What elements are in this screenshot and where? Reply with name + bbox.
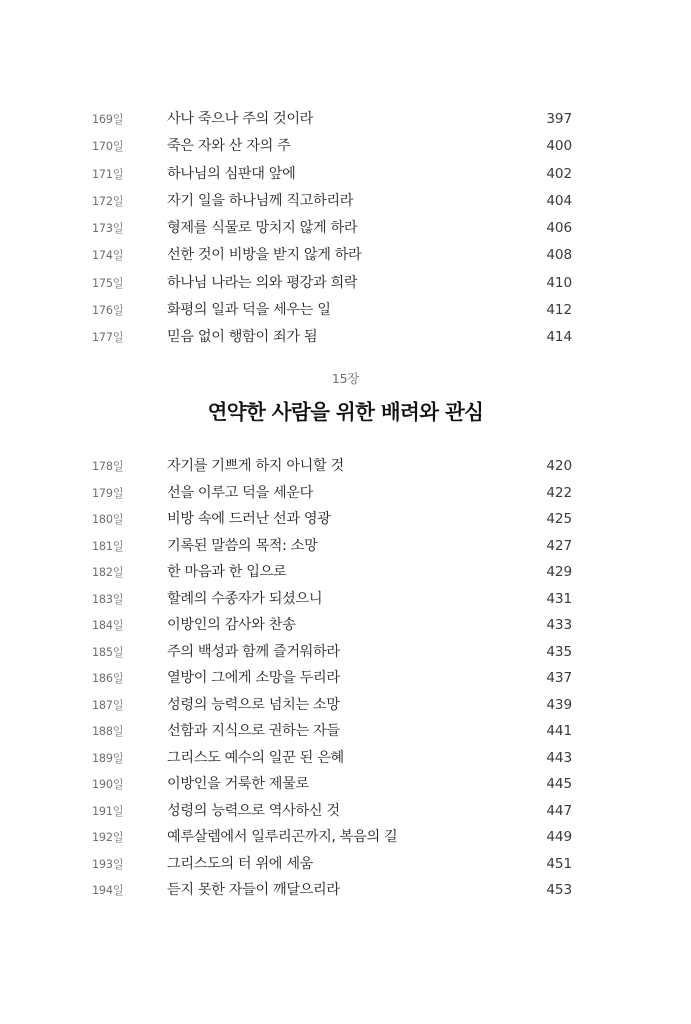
- toc-row[interactable]: [0, 800, 691, 827]
- toc-page-number: 402: [546, 165, 572, 182]
- toc-page-number: 431: [546, 590, 572, 607]
- toc-day-label: 173일: [92, 222, 124, 236]
- toc-page-number: 410: [546, 274, 572, 291]
- toc-entry-title[interactable]: 죽은 자와 산 자의 주: [167, 138, 291, 155]
- toc-day-label: 186일: [92, 672, 124, 685]
- toc-day-label: 190일: [92, 778, 124, 791]
- toc-entry-title[interactable]: 예루살렘에서 일루리곤까지, 복음의 길: [167, 829, 398, 845]
- toc-day-label: 187일: [92, 698, 124, 712]
- toc-row[interactable]: [0, 244, 691, 271]
- toc-entry-title[interactable]: 한 마음과 한 입으로: [167, 564, 287, 580]
- toc-row[interactable]: [0, 455, 691, 482]
- toc-day-label: 189일: [92, 751, 124, 765]
- toc-day-label: 171일: [92, 167, 124, 181]
- toc-day-label: 184일: [92, 619, 124, 632]
- toc-day-label: 174일: [92, 249, 124, 263]
- toc-entry-title[interactable]: 할례의 수종자가 되셨으니: [167, 590, 323, 607]
- toc-entry-title[interactable]: 형제를 식물로 망치지 않게 하라: [167, 220, 358, 237]
- toc-page-number: 404: [546, 192, 572, 209]
- toc-day-label: 179일: [92, 486, 124, 500]
- toc-page-number: 433: [546, 617, 572, 633]
- toc-day-label: 185일: [92, 645, 124, 659]
- toc-entry-title[interactable]: 믿음 없이 행함이 죄가 됨: [167, 329, 318, 346]
- toc-entry-title[interactable]: 성령의 능력으로 역사하신 것: [167, 802, 340, 819]
- toc-row[interactable]: [0, 641, 691, 668]
- toc-entry-title[interactable]: 주의 백성과 함께 즐거워하라: [167, 643, 340, 660]
- toc-entry-title[interactable]: 자기를 기쁘게 하지 아니할 것: [167, 458, 344, 474]
- toc-page-number: 439: [546, 696, 572, 713]
- toc-page-number: 397: [546, 111, 572, 127]
- toc-day-label: 193일: [92, 857, 124, 871]
- toc-entry-title[interactable]: 이방인의 감사와 찬송: [167, 617, 296, 633]
- toc-row[interactable]: [0, 135, 691, 162]
- toc-page-number: 443: [546, 749, 572, 766]
- toc-page-number: 453: [546, 882, 572, 898]
- toc-row[interactable]: [0, 482, 691, 509]
- chapter-heading: [0, 372, 691, 424]
- toc-entry-title[interactable]: 하나님 나라는 의와 평강과 희락: [167, 274, 358, 291]
- toc-entry-title[interactable]: 선함과 지식으로 권하는 자들: [167, 723, 340, 739]
- toc-entry-list-lower: [0, 455, 691, 906]
- toc-page-number: 447: [546, 802, 572, 819]
- toc-page-number: 427: [546, 537, 572, 554]
- toc-page-number: 445: [546, 776, 572, 792]
- toc-day-label: 182일: [92, 566, 124, 579]
- toc-entry-title[interactable]: 그리스도 예수의 일꾼 된 은혜: [167, 749, 344, 766]
- toc-page-number: 406: [546, 220, 572, 237]
- toc-day-label: 194일: [92, 884, 124, 897]
- toc-row[interactable]: [0, 853, 691, 880]
- toc-row[interactable]: [0, 326, 691, 353]
- toc-entry-title[interactable]: 듣지 못한 자들이 깨달으리라: [167, 882, 340, 898]
- toc-entry-title[interactable]: 열방이 그에게 소망을 두리라: [167, 670, 340, 686]
- toc-page-number: 451: [546, 855, 572, 872]
- toc-page-number: 408: [546, 247, 572, 264]
- toc-day-label: 177일: [92, 331, 124, 345]
- toc-row[interactable]: [0, 588, 691, 615]
- toc-row[interactable]: [0, 190, 691, 217]
- toc-page-number: 437: [546, 670, 572, 686]
- toc-page-number: 414: [546, 329, 572, 346]
- toc-row[interactable]: [0, 826, 691, 853]
- toc-entry-title[interactable]: 선을 이루고 덕을 세운다: [167, 484, 314, 501]
- toc-day-label: 181일: [92, 539, 124, 553]
- toc-row[interactable]: [0, 217, 691, 244]
- toc-entry-title[interactable]: 자기 일을 하나님께 직고하리라: [167, 192, 354, 209]
- toc-row[interactable]: [0, 694, 691, 721]
- toc-page-number: 429: [546, 564, 572, 580]
- toc-row[interactable]: [0, 667, 691, 694]
- toc-page-number: 435: [546, 643, 572, 660]
- toc-entry-title[interactable]: 하나님의 심판대 앞에: [167, 165, 296, 182]
- toc-entry-title[interactable]: 비방 속에 드러난 선과 영광: [167, 511, 331, 527]
- toc-page-number: 441: [546, 723, 572, 739]
- toc-page-number: 449: [546, 829, 572, 845]
- toc-row[interactable]: [0, 163, 691, 190]
- toc-day-label: 188일: [92, 725, 124, 738]
- toc-page-number: 412: [546, 302, 572, 319]
- toc-entry-title[interactable]: 그리스도의 터 위에 세움: [167, 855, 314, 872]
- toc-row[interactable]: [0, 561, 691, 588]
- toc-row[interactable]: [0, 747, 691, 774]
- toc-day-label: 180일: [92, 513, 124, 526]
- toc-day-label: 172일: [92, 194, 124, 208]
- toc-page-number: 420: [546, 458, 572, 474]
- toc-entry-title[interactable]: 이방인을 거룩한 제물로: [167, 776, 309, 792]
- toc-day-label: 175일: [92, 276, 124, 290]
- toc-day-label: 192일: [92, 831, 124, 844]
- toc-entry-title[interactable]: 선한 것이 비방을 받지 않게 하라: [167, 247, 362, 264]
- toc-row[interactable]: [0, 879, 691, 906]
- toc-day-label: 191일: [92, 804, 124, 818]
- toc-row[interactable]: [0, 299, 691, 326]
- toc-entry-title[interactable]: 기록된 말씀의 목적: 소망: [167, 537, 318, 554]
- toc-day-label: 169일: [92, 113, 124, 126]
- toc-entry-title[interactable]: 사나 죽으나 주의 것이라: [167, 111, 314, 127]
- chapter-number: 15장: [331, 371, 360, 386]
- toc-entry-title[interactable]: 화평의 일과 덕을 세우는 일: [167, 302, 331, 319]
- toc-row[interactable]: [0, 773, 691, 800]
- toc-entry-list-upper: [0, 108, 691, 354]
- toc-page-number: 400: [546, 138, 572, 155]
- toc-row[interactable]: [0, 614, 691, 641]
- toc-row[interactable]: [0, 272, 691, 299]
- toc-row[interactable]: [0, 720, 691, 747]
- toc-row[interactable]: [0, 108, 691, 135]
- toc-day-label: 178일: [92, 460, 124, 473]
- chapter-title: 연약한 사람을 위한 배려와 관심: [207, 399, 484, 424]
- toc-day-label: 170일: [92, 140, 124, 154]
- toc-row[interactable]: [0, 535, 691, 562]
- toc-day-label: 183일: [92, 592, 124, 606]
- toc-day-label: 176일: [92, 304, 124, 318]
- toc-row[interactable]: [0, 508, 691, 535]
- toc-entry-title[interactable]: 성령의 능력으로 넘치는 소망: [167, 696, 340, 713]
- toc-page-number: 425: [546, 511, 572, 527]
- toc-page-number: 422: [546, 484, 572, 501]
